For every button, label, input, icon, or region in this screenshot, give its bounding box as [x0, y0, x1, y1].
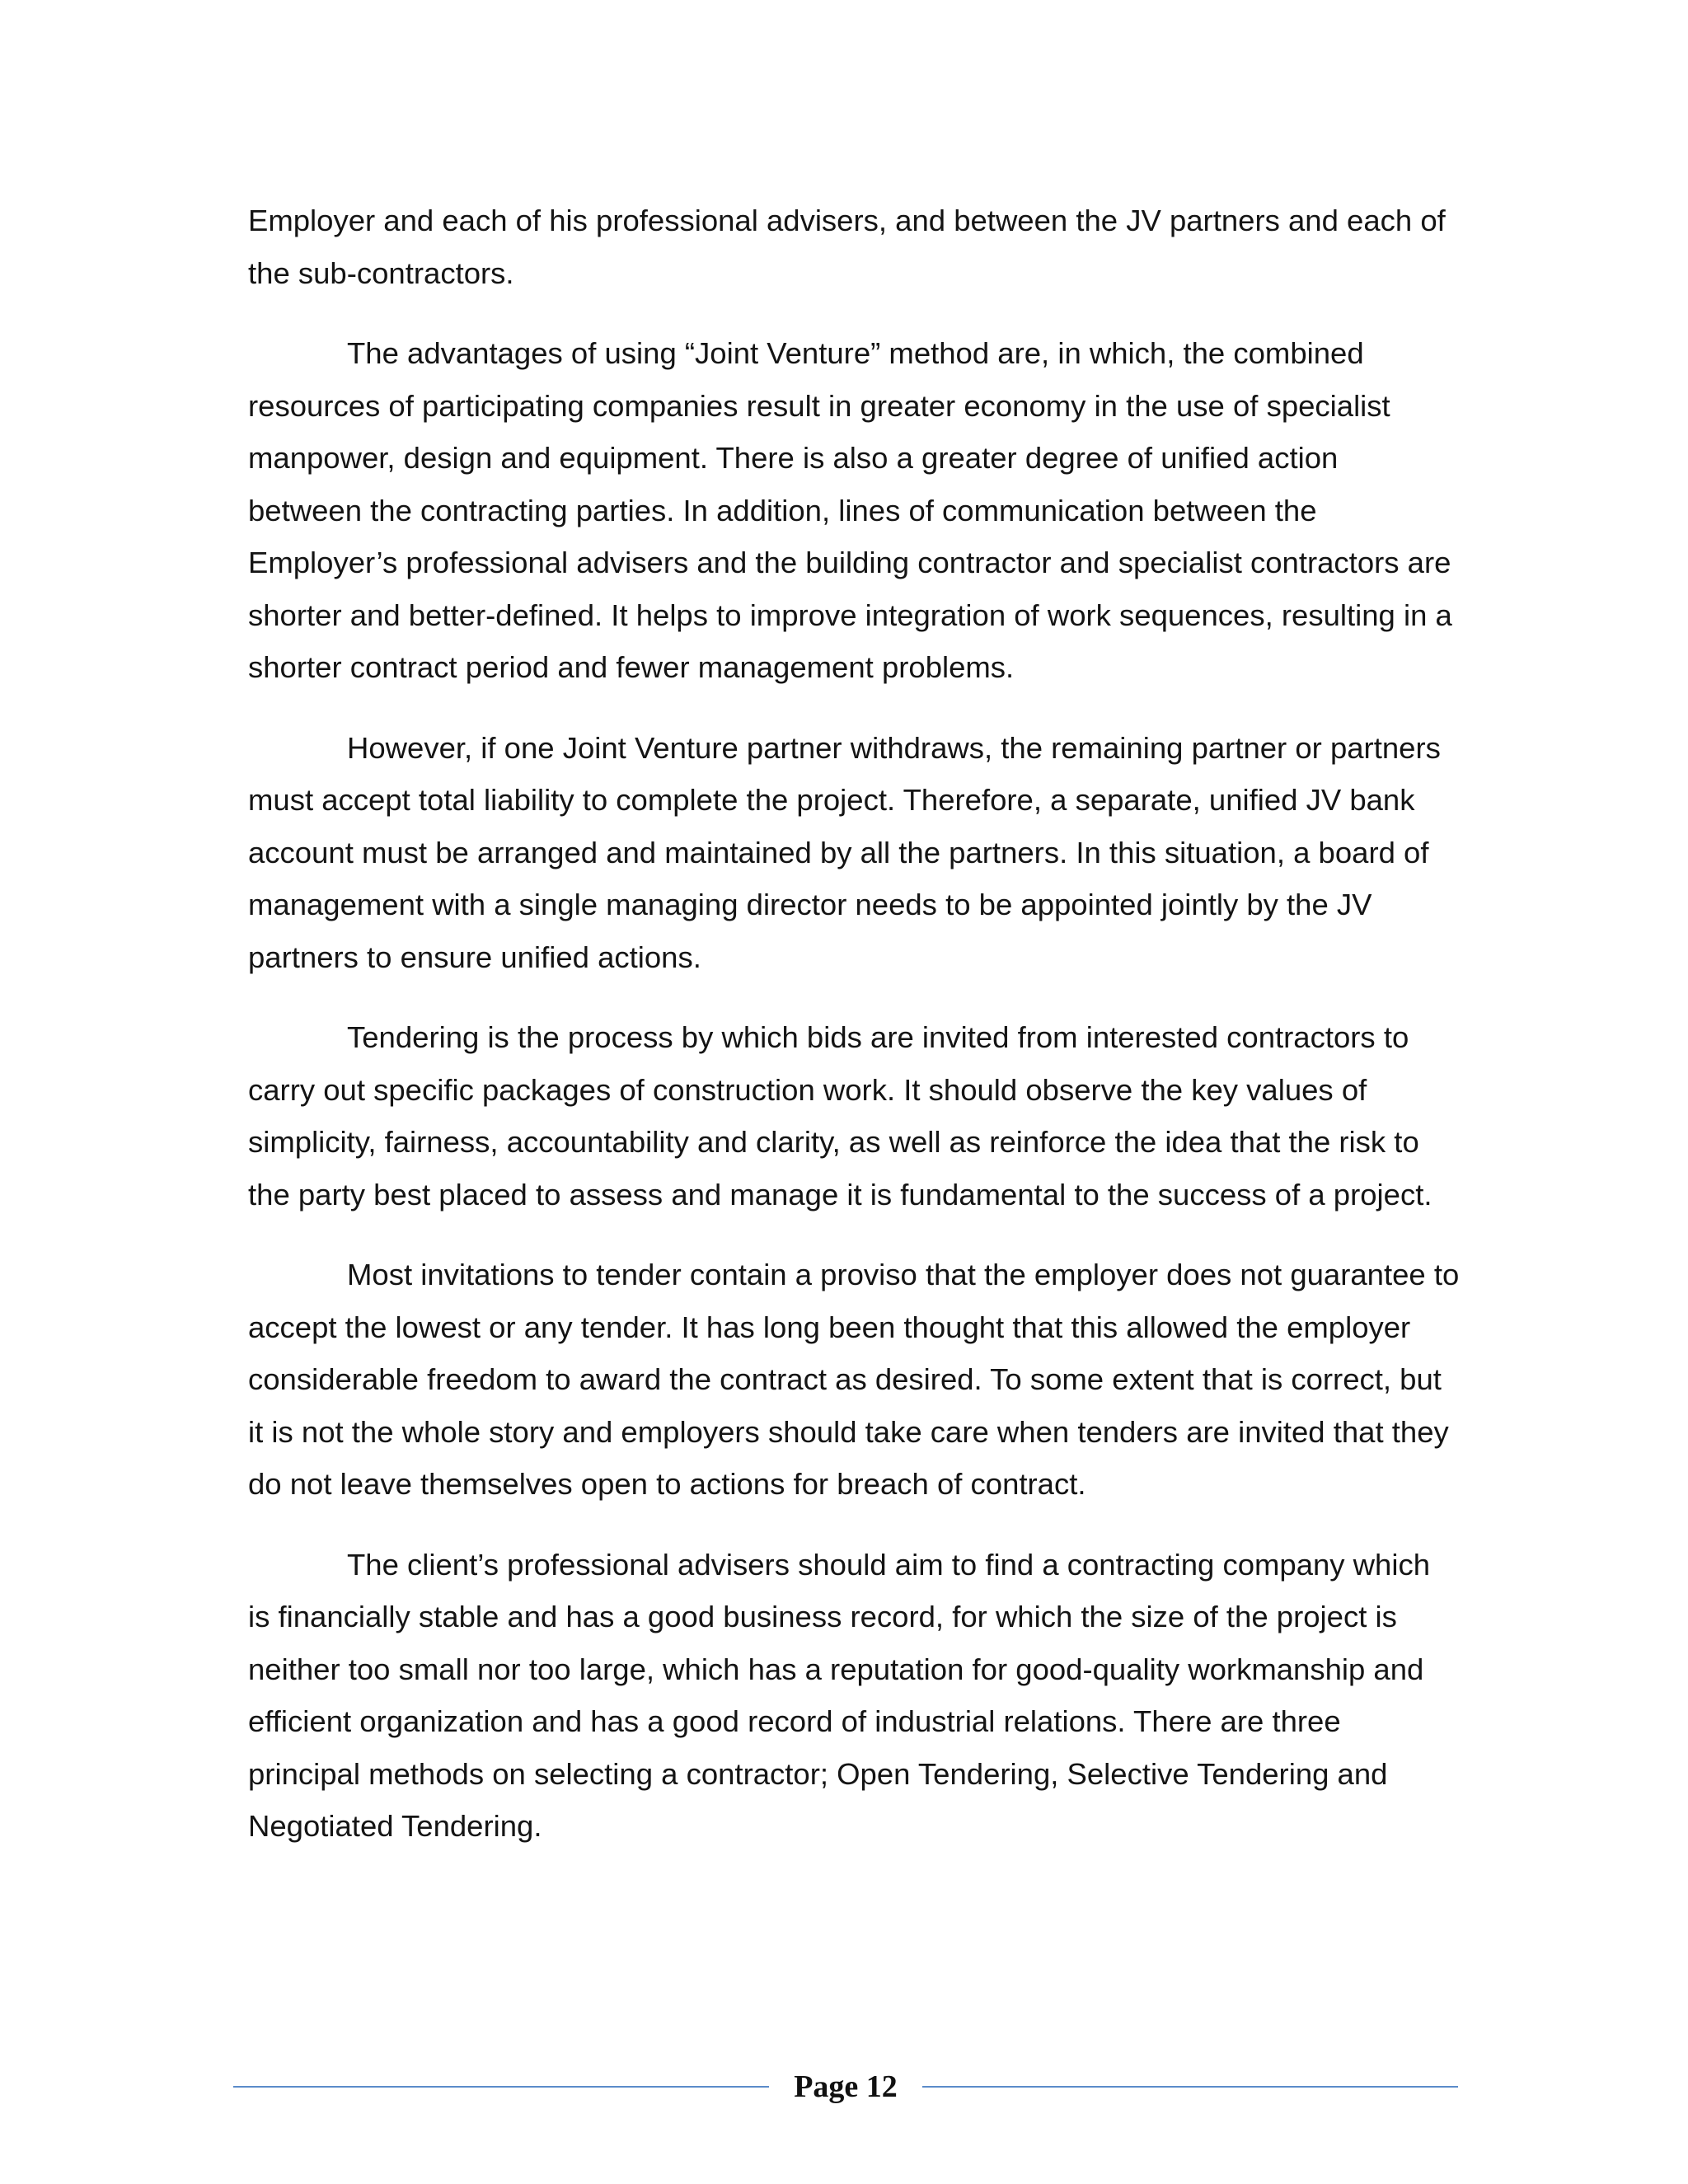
paragraph-continuation: Employer and each of his professional advisers, and between the JV partners and each of the sub-contractors. [248, 204, 1446, 290]
page-number: Page 12 [794, 2069, 898, 2104]
paragraph-joint-venture-withdrawal: However, if one Joint Venture partner withdraws, the remaining partner or partners must accept total liability to complete the project. Therefore, a separate, unified JV bank account must be arranged and maintained by all the partners. In this situation, a board of management with a single managing director needs to be appointed jointly by the JV partners to ensure unified actions. [248, 730, 1441, 974]
footer-rule-left [233, 2086, 769, 2088]
paragraph-tender-invitations: Most invitations to tender contain a proviso that the employer does not guarantee to accept the lowest or any tender. It has long been thought that this allowed the employer considerable freedom to award the contract as desired. To some extent that is correct, but it is not the whole story and employers should take care when tenders are invited that they do not leave themselves open to actions for breach of contract. [248, 1258, 1460, 1501]
footer-rule-right [922, 2086, 1458, 2088]
paragraph-selecting-contractor: The client’s professional advisers should aim to find a contracting company which is financially stable and has a good business record, for which the size of the project is neither too small nor too large, which has a reputation for good-quality workmanship and efficient organization and has a good record of industrial relations. There are three principal methods on selecting a contractor; Open Tendering, Selective Tendering and Negotiated Tendering. [248, 1547, 1430, 1843]
page-footer [233, 2062, 1458, 2111]
body-text [248, 194, 1460, 1881]
paragraph-tendering-definition: Tendering is the process by which bids are invited from interested contractors to carry out specific packages of construction work. It should observe the key values of simplicity, fairness, accountability and clarity, as well as reinforce the idea that the risk to the party best placed to assess and manage it is fundamental to the success of a project. [248, 1020, 1432, 1212]
paragraph-joint-venture-advantages: The advantages of using “Joint Venture” method are, in which, the combined resources of participating companies result in greater economy in the use of specialist manpower, design and equipment. There is also a greater degree of unified action between the contracting parties. In addition, lines of communication between the Employer’s professional advisers and the building contractor and specialist contractors are shorter and better-defined. It helps to improve integration of work sequences, resulting in a shorter contract period and fewer management problems. [248, 336, 1452, 684]
